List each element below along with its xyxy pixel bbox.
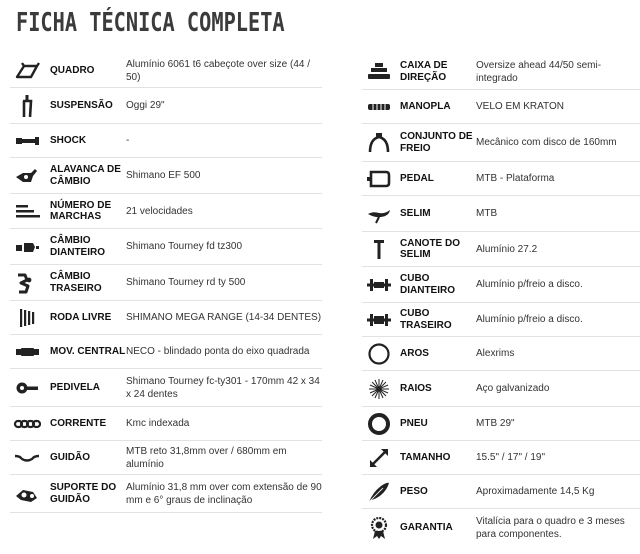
page-title: FICHA TÉCNICA COMPLETA (16, 8, 285, 38)
spec-value: Shimano Tourney fd tz300 (126, 241, 243, 252)
spec-label: CÂMBIO TRASEIRO (50, 271, 102, 294)
spec-label: CORRENTE (50, 417, 107, 429)
spec-value: Shimano Tourney rd ty 500 (126, 277, 246, 288)
frame-icon (10, 57, 44, 85)
spec-value: SHIMANO MEGA RANGE (14-34 DENTES) (126, 312, 322, 323)
handlebar-icon (10, 444, 44, 472)
stem-icon (10, 480, 44, 508)
spec-value: 21 velocidades (126, 205, 193, 217)
spec-value: VELO EM KRATON (476, 101, 564, 112)
spec-row (362, 509, 640, 547)
spec-row (362, 441, 640, 475)
crankset-icon (10, 374, 44, 402)
spec-row (362, 162, 640, 196)
spec-row (362, 337, 640, 371)
spec-label: PNEU (400, 417, 428, 429)
spec-value: Shimano Tourney fc-ty301 - 170mm 42 x 34 x 24 dentes (126, 375, 320, 400)
spec-value: Alumínio 31,8 mm over com extensão de 90 mm e 6° graus de inclinação (126, 481, 322, 506)
spec-value: NECO - blindado ponta do eixo quadrada (126, 346, 310, 357)
seatpost-icon (362, 235, 396, 263)
spec-row (362, 407, 640, 441)
spec-label: CÂMBIO DIANTEIRO (50, 235, 105, 258)
spec-label: NÚMERO DE MARCHAS (50, 199, 112, 222)
rim-icon (362, 340, 396, 368)
spec-label: SELIM (400, 207, 431, 219)
spec-row (10, 335, 322, 369)
spec-row (362, 371, 640, 407)
saddle-icon (362, 200, 396, 228)
spec-value: MTB 29" (476, 418, 515, 429)
spec-row (10, 158, 322, 194)
grip-icon (362, 93, 396, 121)
spec-row (10, 54, 322, 88)
shock-icon (10, 127, 44, 155)
spec-value: MTB (476, 208, 498, 219)
spec-row (362, 303, 640, 337)
spec-label: PESO (400, 485, 428, 497)
spec-value: Mecânico com disco de 160mm (476, 137, 617, 148)
spec-value: Alumínio p/freio a disco. (476, 279, 583, 290)
spec-value: MTB reto 31,8mm over / 680mm em alumínio (126, 445, 287, 470)
warranty-icon (362, 514, 396, 542)
spec-value: Oggi 29" (126, 100, 165, 111)
spec-value: Aço galvanizado (476, 383, 550, 394)
spec-row (10, 88, 322, 124)
spec-label: TAMANHO (400, 451, 451, 463)
spec-label: CONJUNTO DE FREIO (400, 131, 473, 154)
cassette-icon (10, 304, 44, 332)
spec-label: CUBO DIANTEIRO (400, 273, 455, 296)
spec-row (10, 475, 322, 513)
front-derailleur-icon (10, 233, 44, 261)
spec-row (10, 229, 322, 265)
spec-row (10, 194, 322, 229)
rear-hub-icon (362, 306, 396, 334)
tire-icon (362, 410, 396, 438)
suspension-fork-icon (10, 92, 44, 120)
spec-label: SUPORTE DO GUIDÃO (50, 482, 117, 505)
spec-label: ALAVANCA DE CÂMBIO (50, 164, 121, 187)
shift-lever-icon (10, 162, 44, 190)
spec-value: Vitalícia para o quadro e 3 meses para componentes. (476, 516, 625, 540)
gears-icon (10, 197, 44, 225)
pedal-icon (362, 165, 396, 193)
spec-label: GUIDÃO (50, 451, 90, 463)
spec-value: Alumínio p/freio a disco. (476, 314, 583, 325)
spec-row (10, 369, 322, 407)
spokes-icon (362, 375, 396, 403)
spec-row (10, 407, 322, 441)
brake-icon (362, 129, 396, 157)
spec-value: Aproximadamente 14,5 Kg (476, 486, 595, 497)
spec-value: Alumínio 27.2 (476, 243, 538, 255)
spec-label: SHOCK (50, 134, 87, 146)
spec-value: Alumínio 6061 t6 cabeçote over size (44 / 50) (126, 58, 310, 83)
spec-value: Alexrims (476, 348, 515, 359)
spec-column-left (10, 54, 322, 513)
spec-label: MANOPLA (400, 100, 451, 112)
spec-column-right (362, 54, 640, 547)
spec-value: 15.5" / 17" / 19" (476, 452, 546, 463)
weight-icon (362, 478, 396, 506)
spec-label: CANOTE DO SELIM (400, 237, 460, 260)
spec-value: Kmc indexada (126, 418, 190, 429)
spec-row (362, 124, 640, 162)
spec-label: MOV. CENTRAL (50, 345, 126, 357)
spec-label: PEDAL (400, 172, 434, 184)
spec-label: AROS (400, 347, 429, 359)
spec-row (10, 124, 322, 158)
spec-row (362, 267, 640, 303)
spec-row (362, 232, 640, 267)
spec-row (10, 265, 322, 301)
spec-row (362, 196, 640, 232)
spec-label: SUSPENSÃO (50, 99, 113, 111)
front-hub-icon (362, 271, 396, 299)
size-icon (362, 444, 396, 472)
spec-label: PEDIVELA (50, 381, 101, 393)
spec-label: QUADRO (50, 64, 95, 76)
spec-label: GARANTIA (400, 522, 453, 534)
spec-label: CAIXA DE DIREÇÃO (400, 60, 448, 83)
chain-icon (10, 410, 44, 438)
spec-label: RAIOS (400, 382, 432, 394)
spec-row (10, 441, 322, 475)
spec-row (10, 301, 322, 335)
spec-value: MTB - Plataforma (476, 173, 555, 184)
spec-label: CUBO TRASEIRO (400, 308, 452, 331)
spec-value: Oversize ahead 44/50 semi-integrado (476, 59, 602, 84)
bottom-bracket-icon (10, 338, 44, 366)
spec-value: - (126, 135, 130, 146)
spec-row (362, 475, 640, 509)
headset-icon (362, 58, 396, 86)
spec-value: Shimano EF 500 (126, 170, 201, 181)
rear-derailleur-icon (10, 269, 44, 297)
spec-row (362, 54, 640, 90)
spec-label: RODA LIVRE (50, 311, 112, 323)
spec-row (362, 90, 640, 124)
